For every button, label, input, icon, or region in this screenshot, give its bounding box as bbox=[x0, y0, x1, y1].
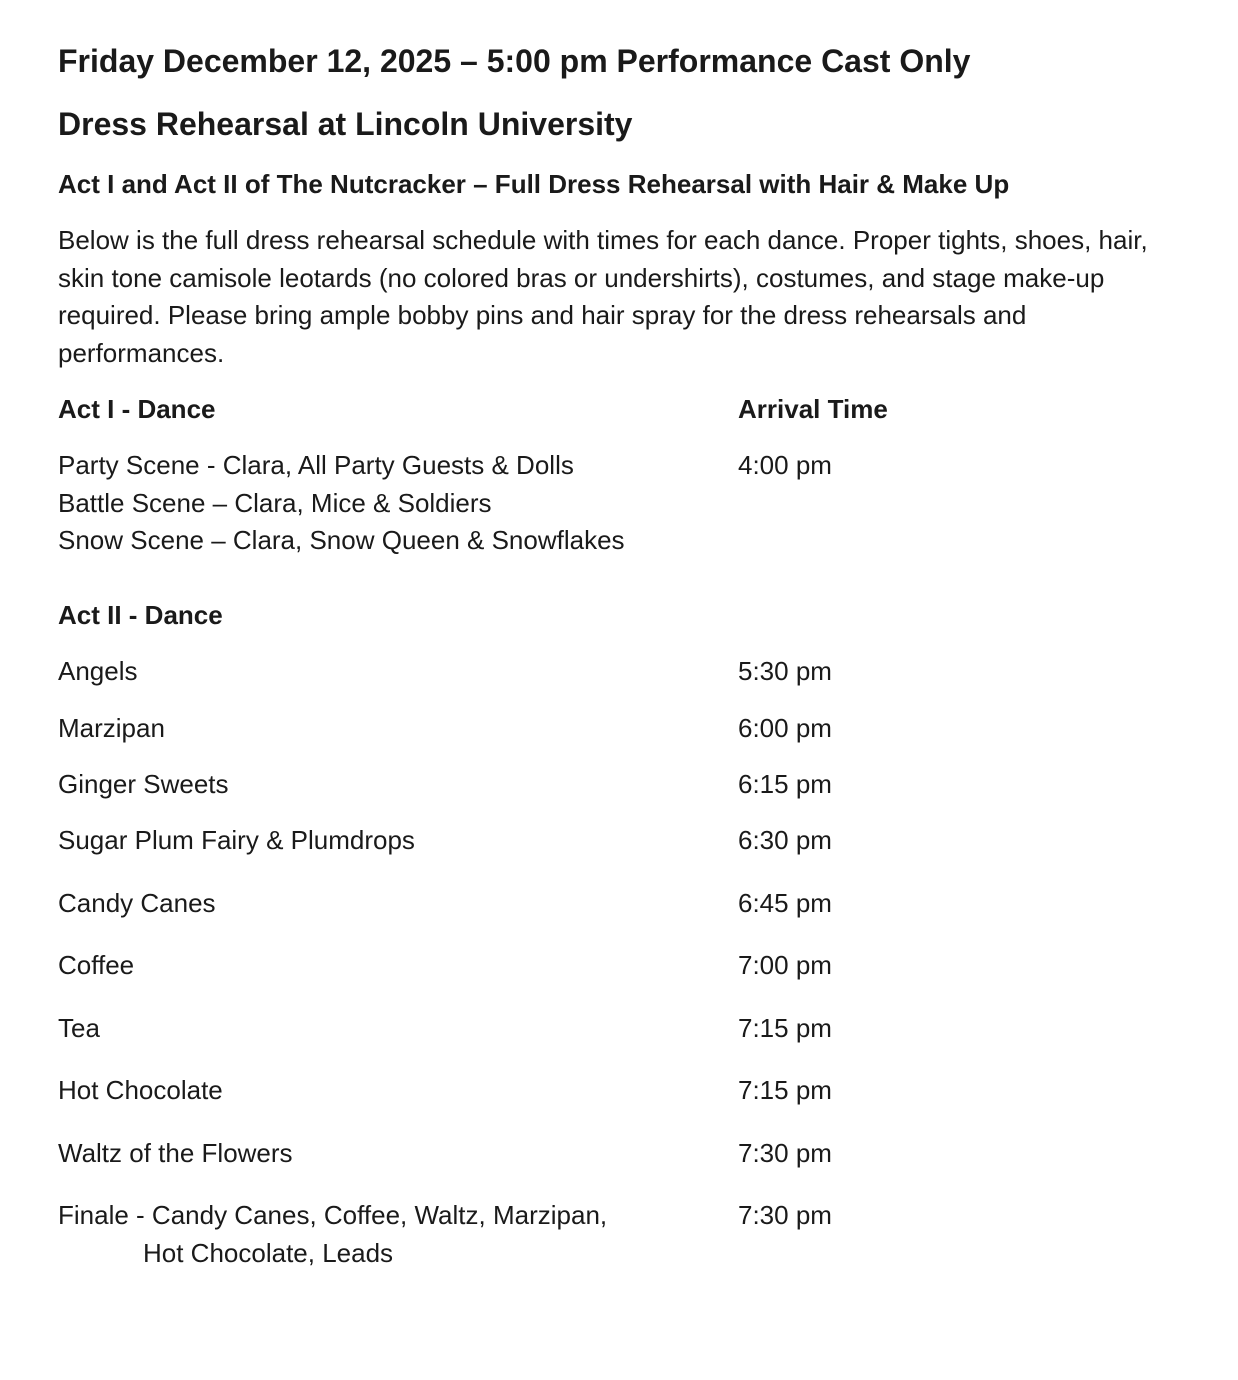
act2-row-time: 6:45 pm bbox=[738, 888, 832, 918]
act1-time: 4:00 pm bbox=[738, 450, 832, 480]
act2-row-time: 7:15 pm bbox=[738, 1075, 832, 1105]
act2-row-time: 7:00 pm bbox=[738, 950, 832, 980]
act2-row-dance: Coffee bbox=[58, 950, 135, 980]
section-subtitle: Act I and Act II of The Nutcracker – Full Dress Rehearsal with Hair & Make Up bbox=[58, 169, 1010, 199]
intro-paragraph: Below is the full dress rehearsal schedule with times for each dance. Proper tights, shoes, hair, skin tone camisole leotards (no colored bras or undershirts), costumes, and stage make-up required. Please bring ample bobby pins and hair spray for the dress rehearsals and performances. bbox=[58, 225, 1148, 368]
act2-row-time: 6:30 pm bbox=[738, 825, 832, 855]
act2-row-dance: Ginger Sweets bbox=[58, 769, 229, 799]
act1-scene-party: Party Scene - Clara, All Party Guests & Dolls bbox=[58, 450, 574, 480]
act2-row-time: 7:30 pm bbox=[738, 1138, 832, 1168]
act2-row-time: 6:00 pm bbox=[738, 713, 832, 743]
act2-row-time: 7:15 pm bbox=[738, 1013, 832, 1043]
page-title: Friday December 12, 2025 – 5:00 pm Performance Cast Only bbox=[58, 43, 971, 79]
act2-finale bbox=[58, 1197, 607, 1272]
act2-heading: Act II - Dance bbox=[58, 600, 223, 630]
act2-row-time: 5:30 pm bbox=[738, 656, 832, 686]
act2-row-dance: Tea bbox=[58, 1013, 100, 1043]
finale-line-1: Finale - Candy Canes, Coffee, Waltz, Marzipan, bbox=[58, 1200, 608, 1230]
act1-scene-list bbox=[58, 447, 625, 560]
act1-scene-battle: Battle Scene – Clara, Mice & Soldiers bbox=[58, 487, 492, 518]
act2-row-dance: Marzipan bbox=[58, 713, 165, 743]
finale-time: 7:30 pm bbox=[738, 1200, 832, 1230]
finale-line-2: Hot Chocolate, Leads bbox=[143, 1237, 394, 1268]
act1-scene-snow: Snow Scene – Clara, Snow Queen & Snowflakes bbox=[58, 525, 625, 555]
act1-heading: Act I - Dance bbox=[58, 394, 216, 424]
act2-row-dance: Angels bbox=[58, 656, 138, 686]
arrival-time-heading: Arrival Time bbox=[738, 394, 888, 424]
act2-row-dance: Hot Chocolate bbox=[58, 1075, 223, 1105]
act2-row-dance: Candy Canes bbox=[58, 888, 216, 918]
act2-row-time: 6:15 pm bbox=[738, 769, 832, 799]
act2-row-dance: Waltz of the Flowers bbox=[58, 1138, 293, 1168]
act2-row-dance: Sugar Plum Fairy & Plumdrops bbox=[58, 825, 415, 855]
page-subtitle-location: Dress Rehearsal at Lincoln University bbox=[58, 106, 633, 142]
